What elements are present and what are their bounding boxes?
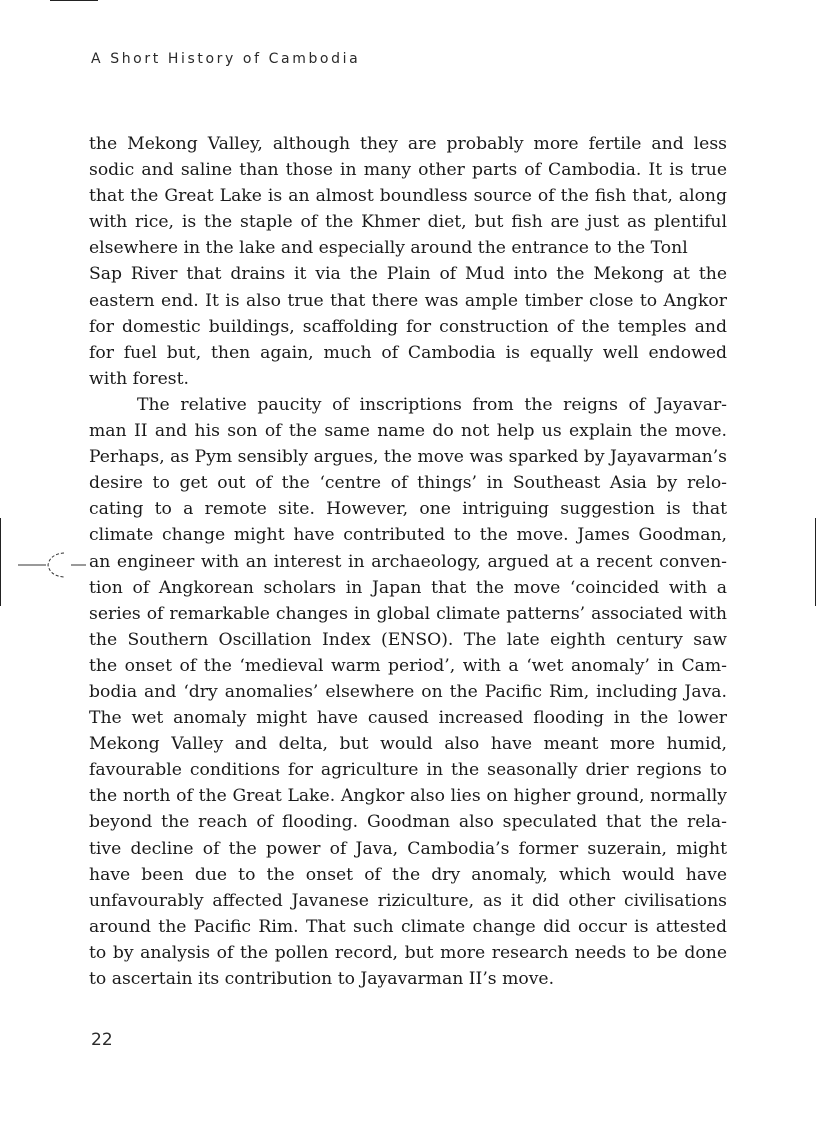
text-line: eastern end. It is also true that there was ample timber close to Angkor — [89, 290, 727, 311]
paragraph-2 — [89, 392, 727, 992]
text-line: desire to get out of the ‘centre of things’ in Southeast Asia by relo- — [89, 473, 727, 494]
margin-bracket-mark — [16, 550, 86, 580]
text-line: to ascertain its contribution to Jayavarman II’s move. — [89, 969, 555, 989]
text-line: beyond the reach of flooding. Goodman also speculated that the rela- — [89, 812, 727, 833]
text-line: The relative paucity of inscriptions from the reigns of Jayavar- — [137, 394, 727, 415]
text-line: have been due to the onset of the dry anomaly, which would have — [89, 864, 727, 885]
text-line: an engineer with an interest in archaeology, argued at a recent conven- — [89, 551, 727, 572]
running-head: A Short History of Cambodia — [91, 51, 361, 67]
text-line: to by analysis of the pollen record, but more research needs to be done — [89, 942, 727, 963]
text-line: around the Pacific Rim. That such climate change did occur is attested — [89, 916, 727, 937]
text-line: favourable conditions for agriculture in the seasonally drier regions to — [89, 760, 727, 781]
text-line: sodic and saline than those in many other parts of Cambodia. It is true — [89, 160, 727, 181]
text-line: bodia and ‘dry anomalies’ elsewhere on the Pacific Rim, including Java. — [89, 681, 727, 702]
paragraph-1 — [89, 131, 727, 392]
text-line: that the Great Lake is an almost boundless source of the fish that, along — [89, 186, 727, 207]
text-line: for domestic buildings, scaffolding for construction of the temples and — [89, 316, 727, 337]
text-line: for fuel but, then again, much of Cambodia is equally well endowed — [89, 342, 727, 363]
text-line: series of remarkable changes in global climate patterns’ associated with — [89, 603, 727, 624]
text-line: unfavourably affected Javanese riziculture, as it did other civilisations — [89, 890, 727, 911]
crop-mark-left — [0, 518, 1, 606]
text-line: cating to a remote site. However, one intriguing suggestion is that — [89, 499, 727, 520]
body-text — [89, 131, 727, 992]
text-line: the Mekong Valley, although they are probably more fertile and less — [89, 134, 727, 154]
text-line: with forest. — [89, 368, 189, 389]
text-line: Mekong Valley and delta, but would also have meant more humid, — [89, 734, 727, 755]
text-line: the Southern Oscillation Index (ENSO). The late eighth century saw — [89, 629, 727, 650]
text-line: the north of the Great Lake. Angkor also lies on higher ground, normally — [89, 786, 727, 807]
text-line: Sap River that drains it via the Plain of Mud into the Mekong at the — [89, 264, 727, 285]
text-line: tive decline of the power of Java, Cambodia’s former suzerain, might — [89, 838, 727, 859]
text-line: climate change might have contributed to the move. James Goodman, — [89, 525, 727, 546]
text-line: tion of Angkorean scholars in Japan that the move ‘coincided with a — [89, 577, 727, 598]
page-number: 22 — [91, 1030, 113, 1050]
text-line: elsewhere in the lake and especially around the entrance to the Tonl — [89, 238, 688, 259]
text-line: with rice, is the staple of the Khmer diet, but fish are just as plentiful — [89, 212, 727, 233]
crop-mark-top — [50, 0, 98, 1]
text-line: The wet anomaly might have caused increased flooding in the lower — [89, 708, 727, 729]
text-line: man II and his son of the same name do not help us explain the move. — [89, 421, 727, 442]
text-line: the onset of the ‘medieval warm period’, with a ‘wet anomaly’ in Cam- — [89, 655, 727, 676]
text-line: Perhaps, as Pym sensibly argues, the move was sparked by Jayavarman’s — [89, 447, 727, 468]
